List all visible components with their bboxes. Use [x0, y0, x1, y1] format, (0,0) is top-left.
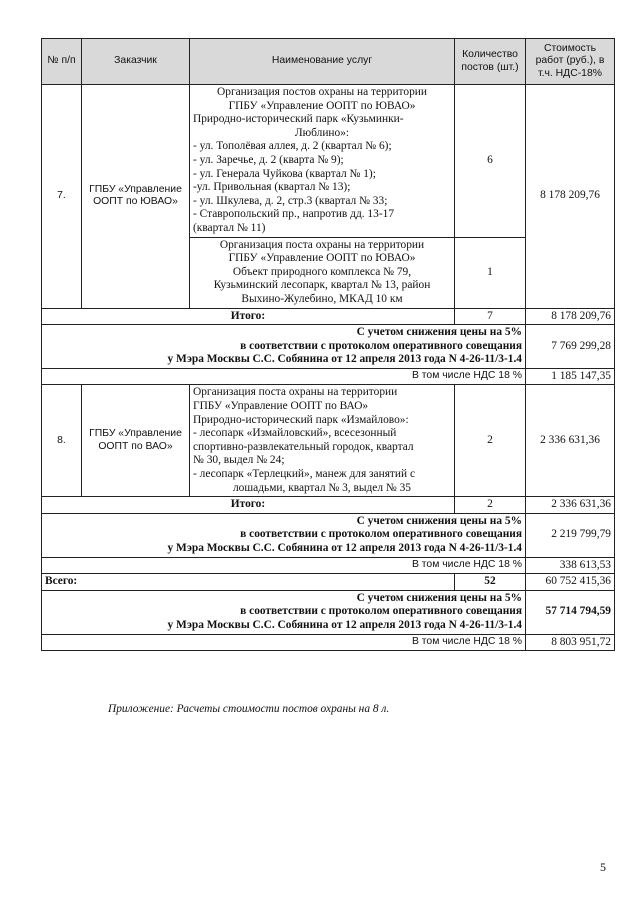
grand-vat-row	[42, 634, 615, 651]
item7-service1-line: -ул. Привольная (квартал № 13);	[193, 181, 351, 194]
item8-vat-row	[42, 557, 615, 574]
item8-customer: ГПБУ «Управление ООПТ по ВАО»	[82, 385, 190, 497]
item7-service1-line: - ул. Генерала Чуйкова (квартал № 1);	[193, 167, 376, 180]
item8-total-label: Итого:	[42, 497, 455, 514]
item7-service1-line: - ул. Тополёвая аллея, д. 2 (квартал № 6);	[193, 140, 392, 153]
grand-discount-line: С учетом снижения цены на 5%	[356, 591, 522, 604]
item8-service-line: лошадьми, квартал № 3, выдел № 35	[233, 481, 411, 494]
grand-vat-label: В том числе НДС 18 %	[42, 634, 526, 651]
item7-discount-line: у Мэра Москвы С.С. Собянина от 12 апреля 2013 года N 4-26-11/3-1.4	[167, 353, 522, 366]
item8-service-line: - лесопарк «Измайловский», всесезонный	[193, 427, 397, 440]
grand-discount-line: у Мэра Москвы С.С. Собянина от 12 апреля 2013 года N 4-26-11/3-1.4	[167, 618, 522, 631]
item8-discount-text	[42, 513, 526, 557]
item8-service	[190, 385, 455, 497]
table-row	[42, 385, 615, 497]
item8-cost: 2 336 631,36	[526, 385, 615, 497]
item8-vat-cost: 338 613,53	[526, 557, 615, 574]
item7-service2-line: Кузьминский лесопарк, квартал № 13, район	[213, 279, 431, 292]
item8-total-cost: 2 336 631,36	[526, 497, 615, 514]
header-service: Наименование услуг	[190, 39, 455, 85]
item7-discount-cost: 7 769 299,28	[526, 325, 615, 369]
item7-count-1: 6	[455, 85, 526, 238]
item7-vat-row	[42, 368, 615, 385]
item7-service2-line: Объект природного комплекса № 79,	[232, 265, 412, 278]
table-header-row	[42, 39, 615, 85]
item7-count-2: 1	[455, 237, 526, 308]
item8-no: 8.	[42, 385, 82, 497]
item7-discount-text	[42, 325, 526, 369]
item7-service1-line: - ул. Шкулева, д. 2, стр.3 (квартал № 33;	[193, 194, 388, 207]
item7-service1-line: Природно-исторический парк «Кузьминки-	[193, 113, 404, 126]
grand-discount-line: в соответствии с протоколом оперативного совещания	[240, 605, 522, 618]
item8-service-line: Организация поста охраны на территории	[193, 386, 398, 399]
item7-service2-line: Организация поста охраны на территории	[219, 238, 425, 251]
services-table	[41, 38, 615, 651]
item7-service1-line: - Ставропольский пр., напротив дд. 13-17	[193, 208, 395, 221]
item7-discount-line: С учетом снижения цены на 5%	[356, 326, 522, 339]
grand-discount-row	[42, 590, 615, 634]
item7-discount-row	[42, 325, 615, 369]
item8-discount-line: С учетом снижения цены на 5%	[356, 514, 522, 527]
item7-service1-line: - ул. Заречье, д. 2 (кварта № 9);	[193, 153, 344, 166]
item7-service1-line: Организация постов охраны на территории	[217, 86, 427, 98]
item7-total-row	[42, 308, 615, 325]
item7-service1-line: Люблино»:	[294, 126, 350, 139]
item8-total-row	[42, 497, 615, 514]
item7-customer: ГПБУ «Управление ООПТ по ЮВАО»	[82, 85, 190, 309]
item7-service2-line: ГПБУ «Управление ООПТ по ЮВАО»	[228, 252, 416, 265]
item8-service-line: - лесопарк «Терлецкий», манеж для занятий с	[193, 468, 416, 481]
grand-total-cost: 60 752 415,36	[526, 574, 615, 591]
item7-vat-cost: 1 185 147,35	[526, 368, 615, 385]
item7-no: 7.	[42, 85, 82, 309]
item8-vat-label: В том числе НДС 18 %	[42, 557, 526, 574]
item7-service2-line: Выхино-Жулебино, МКАД 10 км	[241, 292, 403, 305]
grand-total-label: Всего:	[42, 574, 455, 591]
appendix-note: Приложение: Расчеты стоимости постов охраны на 8 л.	[108, 703, 390, 715]
grand-total-count: 52	[455, 574, 526, 591]
item7-service-1	[190, 85, 455, 238]
item8-service-line: Природно-исторический парк «Измайлово»:	[193, 413, 409, 426]
grand-discount-text	[42, 590, 526, 634]
grand-vat-cost: 8 803 951,72	[526, 634, 615, 651]
item7-total-count: 7	[455, 308, 526, 325]
item8-service-line: спортивно-развлекательный городок, квартал	[193, 440, 414, 453]
item8-count: 2	[455, 385, 526, 497]
item7-service-2	[190, 237, 455, 308]
grand-total-row	[42, 574, 615, 591]
item8-total-count: 2	[455, 497, 526, 514]
header-cost: Стоимость работ (руб.), в т.ч. НДС-18%	[526, 39, 615, 85]
item7-discount-line: в соответствии с протоколом оперативного совещания	[240, 339, 522, 352]
table-row	[42, 85, 615, 238]
page-number: 5	[600, 860, 606, 874]
item7-vat-label: В том числе НДС 18 %	[42, 368, 526, 385]
item7-total-cost: 8 178 209,76	[526, 308, 615, 325]
item8-discount-row	[42, 513, 615, 557]
item8-discount-line: у Мэра Москвы С.С. Собянина от 12 апреля 2013 года N 4-26-11/3-1.4	[167, 542, 522, 554]
item7-cost: 8 178 209,76	[526, 85, 615, 309]
header-customer: Заказчик	[82, 39, 190, 85]
item8-discount-line: в соответствии с протоколом оперативного совещания	[240, 528, 522, 541]
item7-service1-line: ГПБУ «Управление ООПТ по ЮВАО»	[228, 99, 416, 112]
item8-discount-cost: 2 219 799,79	[526, 513, 615, 557]
item7-total-label: Итого:	[42, 308, 455, 325]
header-no: № п/п	[42, 39, 82, 85]
grand-discount-cost: 57 714 794,59	[526, 590, 615, 634]
item7-service1-line: (квартал № 11)	[193, 221, 266, 234]
item8-service-line: № 30, выдел № 24;	[193, 454, 285, 467]
item8-service-line: ГПБУ «Управление ООПТ по ВАО»	[193, 400, 369, 413]
header-count: Количество постов (шт.)	[455, 39, 526, 85]
